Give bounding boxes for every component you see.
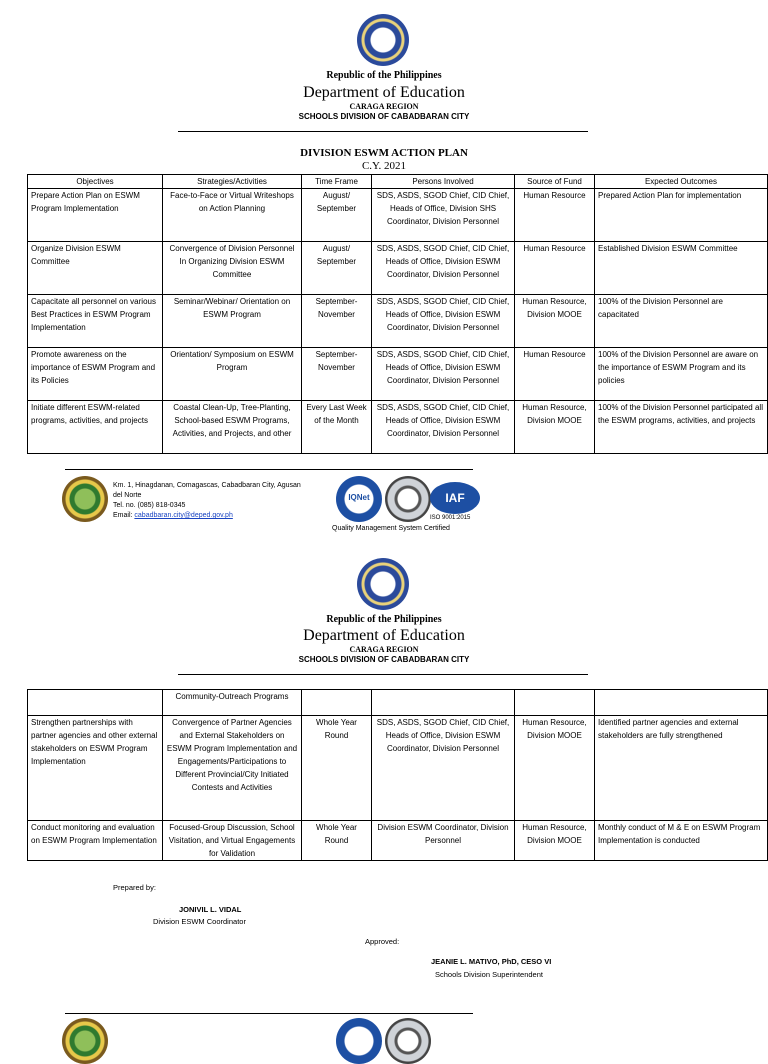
cert-caption: Quality Management System Certified (332, 525, 450, 532)
column-header: Expected Outcomes (595, 175, 768, 189)
table-row (28, 242, 768, 295)
table-cell: Convergence of Partner Agencies and External Stakeholders on ESWM Program Implementation and Engagements/Participations to Different Provincial/City Initiated Contests and Activities (163, 716, 302, 821)
table-cell: Orientation/ Symposium on ESWM Program (163, 348, 302, 401)
table-cell: Face-to-Face or Virtual Writeshops on Action Planning (163, 189, 302, 242)
footer-divider (65, 469, 473, 470)
table-cell: Prepared Action Plan for implementation (595, 189, 768, 242)
table-cell: 100% of the Division Personnel participated all the ESWM programs, activities, and projects (595, 401, 768, 454)
table-cell: Human Resource (515, 348, 595, 401)
table-row (28, 690, 768, 716)
table-cell (372, 690, 515, 716)
republic-text: Republic of the Philippines (326, 70, 442, 81)
region-text: CARAGA REGION (349, 645, 419, 654)
table-cell: Initiate different ESWM-related programs, activities, and projects (28, 401, 163, 454)
department-title: Department of Education (303, 84, 465, 101)
department-title: Department of Education (303, 627, 465, 644)
table-cell: SDS, ASDS, SGOD Chief, CID Chief, Heads of Office, Division ESWM Coordinator, Division Personnel (372, 295, 515, 348)
column-header: Strategies/Activities (163, 175, 302, 189)
action-plan-table-continued (27, 689, 768, 861)
table-cell: Capacitate all personnel on various Best Practices in ESWM Program Implementation (28, 295, 163, 348)
table-cell: Human Resource (515, 242, 595, 295)
table-cell: Whole Year Round (302, 716, 372, 821)
cabadbaran-division-seal (62, 476, 108, 522)
table-cell: September-November (302, 295, 372, 348)
column-header: Persons Involved (372, 175, 515, 189)
division-text: SCHOOLS DIVISION OF CABADBARAN CITY (298, 112, 470, 121)
deped-seal (357, 14, 409, 66)
action-plan-table (27, 174, 768, 454)
address-text: Km. 1, Hinagdanan, Comagascas, Cabadbaran City, Agusan del Norte (113, 482, 301, 499)
division-text: SCHOOLS DIVISION OF CABADBARAN CITY (298, 655, 470, 664)
table-cell: 100% of the Division Personnel are capacitated (595, 295, 768, 348)
table-cell: Prepare Action Plan on ESWM Program Implementation (28, 189, 163, 242)
table-cell: Community-Outreach Programs (163, 690, 302, 716)
table-cell: Promote awareness on the importance of ESWM Program and its Policies (28, 348, 163, 401)
header-divider (178, 131, 588, 132)
cabadbaran-division-seal (62, 1018, 108, 1064)
plan-year: C.Y. 2021 (361, 160, 407, 172)
table-cell (595, 690, 768, 716)
iaf-text: IAF (445, 491, 465, 505)
table-row (28, 295, 768, 348)
table-row (28, 348, 768, 401)
republic-text: Republic of the Philippines (326, 614, 442, 625)
table-cell: Established Division ESWM Committee (595, 242, 768, 295)
table-cell (302, 690, 372, 716)
iaf-certification-logo (430, 482, 480, 514)
table-cell: Human Resource, Division MOOE (515, 716, 595, 821)
table-cell: Every Last Week of the Month (302, 401, 372, 454)
deped-seal (357, 558, 409, 610)
column-header: Time Frame (302, 175, 372, 189)
column-header: Source of Fund (515, 175, 595, 189)
email-line (113, 511, 308, 521)
footer-address (113, 481, 308, 521)
table-cell: Strengthen partnerships with partner agencies and other external stakeholders on ESWM Program Implementation (28, 716, 163, 821)
iqnet-certification-logo (336, 1018, 382, 1064)
table-cell: Seminar/Webinar/ Orientation on ESWM Program (163, 295, 302, 348)
approved-name: JEANIE L. MATIVO, PhD, CESO VI (431, 957, 552, 966)
table-cell: August/ September (302, 242, 372, 295)
table-cell: Division ESWM Coordinator, Division Personnel (372, 821, 515, 861)
table-cell: Human Resource, Division MOOE (515, 821, 595, 861)
table-row (28, 189, 768, 242)
email-link[interactable]: cabadbaran.city@deped.gov.ph (134, 512, 233, 519)
tel-text: Tel. no. (085) 818-0345 (113, 502, 186, 509)
table-cell: Focused-Group Discussion, School Visitation, and Virtual Engagements for Validation (163, 821, 302, 861)
prepared-by-title: Division ESWM Coordinator (153, 917, 246, 926)
email-label: Email: (113, 512, 135, 519)
table-cell: Human Resource, Division MOOE (515, 295, 595, 348)
table-cell: September-November (302, 348, 372, 401)
table-cell (28, 690, 163, 716)
table-cell: Human Resource (515, 189, 595, 242)
table-cell: 100% of the Division Personnel are aware on the importance of ESWM Program and its policies (595, 348, 768, 401)
table-header-row (28, 175, 768, 189)
table-cell (515, 690, 595, 716)
certification-seal-logo (385, 1018, 431, 1064)
iqnet-certification-logo (336, 476, 382, 522)
table-cell: Identified partner agencies and external stakeholders are fully strengthened (595, 716, 768, 821)
table-cell: SDS, ASDS, SGOD Chief, CID Chief, Heads of Office, Division SHS Coordinator, Division Personnel (372, 189, 515, 242)
table-cell: Monthly conduct of M & E on ESWM Program Implementation is conducted (595, 821, 768, 861)
table-cell: Conduct monitoring and evaluation on ESWM Program Implementation (28, 821, 163, 861)
region-text: CARAGA REGION (349, 102, 419, 111)
prepared-by-label: Prepared by: (113, 883, 156, 892)
table-cell: August/ September (302, 189, 372, 242)
plan-title: DIVISION ESWM ACTION PLAN (300, 147, 468, 159)
table-cell: SDS, ASDS, SGOD Chief, CID Chief, Heads of Office, Division ESWM Coordinator, Division Personnel (372, 401, 515, 454)
table-cell: Convergence of Division Personnel In Organizing Division ESWM Committee (163, 242, 302, 295)
table-cell: Whole Year Round (302, 821, 372, 861)
header-divider (178, 674, 588, 675)
table-cell: Organize Division ESWM Committee (28, 242, 163, 295)
footer-divider (65, 1013, 473, 1014)
table-cell: SDS, ASDS, SGOD Chief, CID Chief, Heads of Office, Division ESWM Coordinator, Division Personnel (372, 716, 515, 821)
table-cell: Coastal Clean-Up, Tree-Planting, School-based ESWM Programs, Activities, and Projects, and other (163, 401, 302, 454)
table-cell: Human Resource, Division MOOE (515, 401, 595, 454)
table-row (28, 401, 768, 454)
certification-seal-logo (385, 476, 431, 522)
table-row (28, 821, 768, 861)
column-header: Objectives (28, 175, 163, 189)
table-row (28, 716, 768, 821)
iso-label: ISO 9001:2015 (430, 515, 471, 521)
iqnet-text: IQNet (348, 493, 370, 502)
approved-title: Schools Division Superintendent (435, 970, 543, 979)
table-cell: SDS, ASDS, SGOD Chief, CID Chief, Heads of Office, Division ESWM Coordinator, Division Personnel (372, 242, 515, 295)
table-cell: SDS, ASDS, SGOD Chief, CID Chief, Heads of Office, Division ESWM Coordinator, Division Personnel (372, 348, 515, 401)
prepared-by-name: JONIVIL L. VIDAL (179, 905, 242, 914)
approved-label: Approved: (365, 937, 400, 946)
